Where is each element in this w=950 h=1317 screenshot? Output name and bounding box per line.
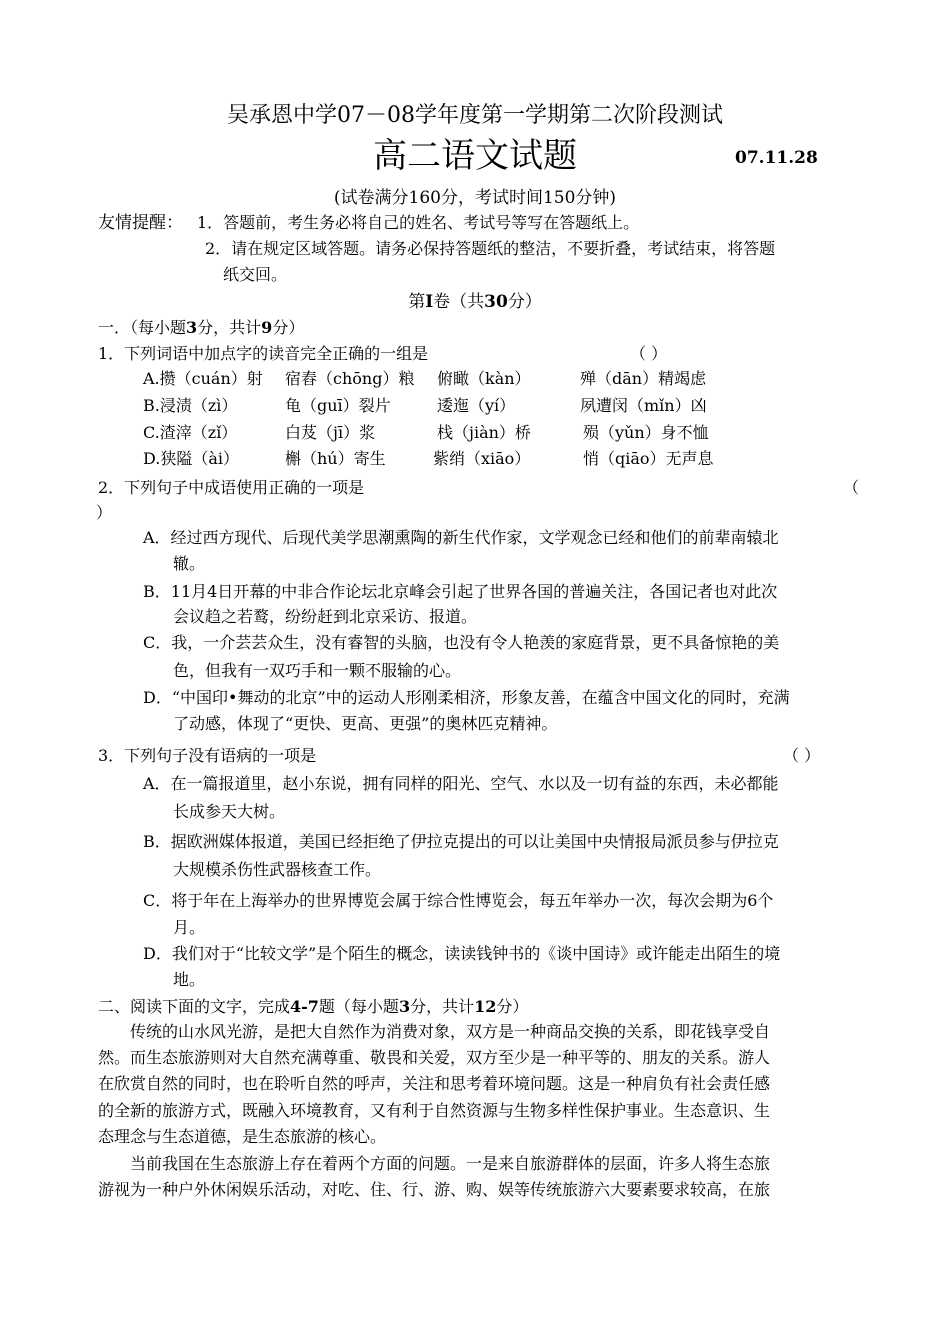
q2-stem: 2．下列句子中成语使用正确的一项是: [98, 478, 365, 497]
q1-option-a-4: 殚（dān）精竭虑: [580, 369, 707, 388]
q1-option-d-3: 紫绡（xiāo）: [433, 449, 531, 468]
q1-option-c-1: C.渣滓（zǐ）: [143, 423, 238, 442]
q1-option-b-2: 龟（guī）裂片: [285, 396, 391, 415]
notice-item-2-cont: 纸交回。: [223, 265, 288, 284]
q3-option-b-cont: 大规模杀伤性武器核查工作。: [173, 860, 382, 879]
q2-option-a-cont: 辙。: [173, 554, 206, 573]
q3-option-a: A．在一篇报道里，赵小东说，拥有同样的阳光、空气、水以及一切有益的东西，未必都能: [143, 774, 779, 793]
q1-stem: 1．下列词语中加点字的读音完全正确的一组是: [98, 344, 429, 363]
q3-answer-paren: （ ）: [783, 746, 821, 765]
exam-date: 07.11.28: [735, 148, 818, 168]
volume-heading: 第I卷（共30分）: [408, 292, 542, 312]
q2-option-c: C．我，一介芸芸众生，没有睿智的头脑，也没有令人艳羡的家庭背景，更不具备惊艳的美: [143, 633, 780, 652]
q3-option-c: C．将于年在上海举办的世界博览会属于综合性博览会，每五年举办一次，每次会期为6个: [143, 891, 774, 910]
passage-line: 然。而生态旅游则对大自然充满尊重、敬畏和关爱，双方至少是一种平等的、朋友的关系。游人: [98, 1048, 771, 1067]
notice-item-2: 2．请在规定区域答题。请务必保持答题纸的整洁，不要折叠，考试结束，将答题: [205, 239, 776, 258]
notice-item-1: 1．答题前，考生务必将自己的姓名、考试号等写在答题纸上。: [197, 213, 640, 232]
q2-option-d: D．“中国印•舞动的北京”中的运动人形刚柔相济，形象友善，在蕴含中国文化的同时，充满: [143, 688, 790, 707]
q1-option-b-4: 夙遭闵（mǐn）凶: [580, 396, 707, 415]
q1-option-d-1: D.狭隘（ài）: [143, 449, 240, 468]
q3-option-d: D．我们对于“比较文学”是个陌生的概念，读读钱钟书的《谈中国诗》或许能走出陌生的境: [143, 944, 781, 963]
q2-option-d-cont: 了动感，体现了“更快、更高、更强”的奥林匹克精神。: [173, 714, 558, 733]
q3-option-a-cont: 长成参天大树。: [173, 802, 286, 821]
q2-option-a: A．经过西方现代、后现代美学思潮熏陶的新生代作家，文学观念已经和他们的前辈南辕北: [143, 528, 779, 547]
q2-paren-right: ）: [96, 503, 113, 522]
section-2-heading: 二、阅读下面的文字，完成4-7题（每小题3分，共计12分）: [98, 997, 529, 1016]
q3-option-d-cont: 地。: [173, 970, 206, 989]
q1-option-b-1: B.浸渍（zì）: [143, 396, 238, 415]
passage-line: 在欣赏自然的同时，也在聆听自然的呼声，关注和思考着环境问题。这是一种肩负有社会责任感: [98, 1074, 771, 1093]
q3-stem: 3．下列句子没有语病的一项是: [98, 746, 317, 765]
exam-title: 高二语文试题: [373, 136, 577, 176]
q2-option-c-cont: 色，但我有一双巧手和一颗不服输的心。: [173, 661, 462, 680]
q1-option-a-2: 宿舂（chōng）粮: [285, 369, 415, 388]
passage-line: 游视为一种户外休闲娱乐活动，对吃、住、行、游、购、娱等传统旅游六大要素要求较高，在旅: [98, 1180, 771, 1199]
q1-option-d-4: 悄（qiāo）无声息: [583, 449, 714, 468]
q3-option-b: B．据欧洲媒体报道，美国已经拒绝了伊拉克提出的可以让美国中央情报局派员参与伊拉克: [143, 832, 779, 851]
q1-option-c-4: 殒（yǔn）身不恤: [583, 423, 709, 442]
q1-option-a-3: 俯瞰（kàn）: [437, 369, 531, 388]
passage-line: 的全新的旅游方式，既融入环境教育，又有利于自然资源与生物多样性保护事业。生态意识、生: [98, 1101, 771, 1120]
q2-paren-left: （: [843, 478, 860, 497]
q1-option-c-2: 白芨（jī）浆: [285, 423, 376, 442]
passage-line: 态理念与生态道德，是生态旅游的核心。: [98, 1127, 387, 1146]
notice-label: 友情提醒：: [98, 213, 183, 233]
section-1-heading: 一．（每小题3分，共计9分）: [98, 318, 305, 337]
q1-option-a-1: A.攒（cuán）射: [143, 369, 263, 388]
exam-subtitle: (试卷满分160分，考试时间150分钟): [333, 188, 617, 208]
q1-answer-paren: （ ）: [630, 344, 668, 363]
q3-option-c-cont: 月。: [173, 918, 206, 937]
school-line: 吴承恩中学07－08学年度第一学期第二次阶段测试: [227, 103, 723, 128]
q1-option-c-3: 栈（jiàn）桥: [437, 423, 531, 442]
q2-option-b-cont: 会议趋之若鹜，纷纷赶到北京采访、报道。: [173, 607, 478, 626]
q1-option-b-3: 逶迤（yí）: [437, 396, 516, 415]
passage-line: 当前我国在生态旅游上存在着两个方面的问题。一是来自旅游群体的层面，许多人将生态旅: [130, 1154, 771, 1173]
q1-option-d-2: 槲（hú）寄生: [285, 449, 386, 468]
passage-line: 传统的山水风光游，是把大自然作为消费对象，双方是一种商品交换的关系，即花钱享受自: [130, 1022, 771, 1041]
q2-option-b: B．11月4日开幕的中非合作论坛北京峰会引起了世界各国的普遍关注，各国记者也对此次: [143, 582, 778, 601]
